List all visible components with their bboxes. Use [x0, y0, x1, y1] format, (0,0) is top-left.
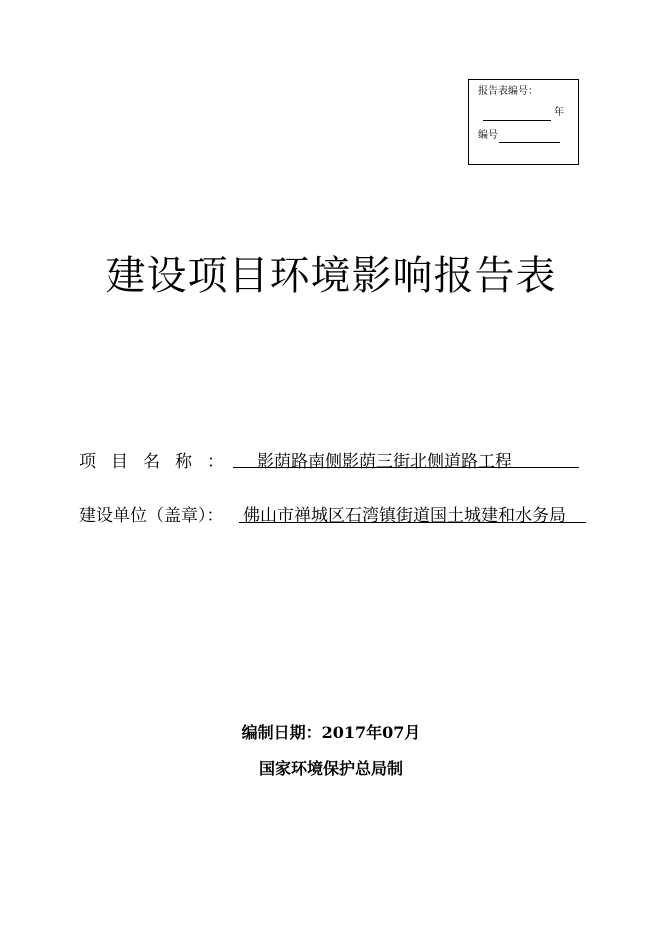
- number-label: 编号: [478, 130, 498, 141]
- compile-date: 编制日期：2017年07月: [241, 723, 421, 742]
- year-label: 年: [554, 107, 564, 118]
- page-title: 建设项目环境影响报告表: [105, 253, 557, 299]
- issuer-text: 国家环境保护总局制: [258, 759, 403, 778]
- report-number-box: [468, 79, 579, 165]
- project-name-underline: [233, 467, 579, 468]
- project-name-value: 影荫路南侧影荫三街北侧道路工程: [257, 452, 512, 472]
- builder-underline: [239, 522, 586, 523]
- project-name-label: 项目名称：: [79, 452, 239, 472]
- report-number-label: 报告表编号：: [478, 86, 538, 97]
- builder-value: 佛山市禅城区石湾镇街道国土城建和水务局: [243, 506, 566, 526]
- builder-label: 建设单位（盖章）：: [79, 506, 224, 526]
- year-blank-line: [483, 120, 551, 121]
- number-blank-line: [499, 142, 560, 143]
